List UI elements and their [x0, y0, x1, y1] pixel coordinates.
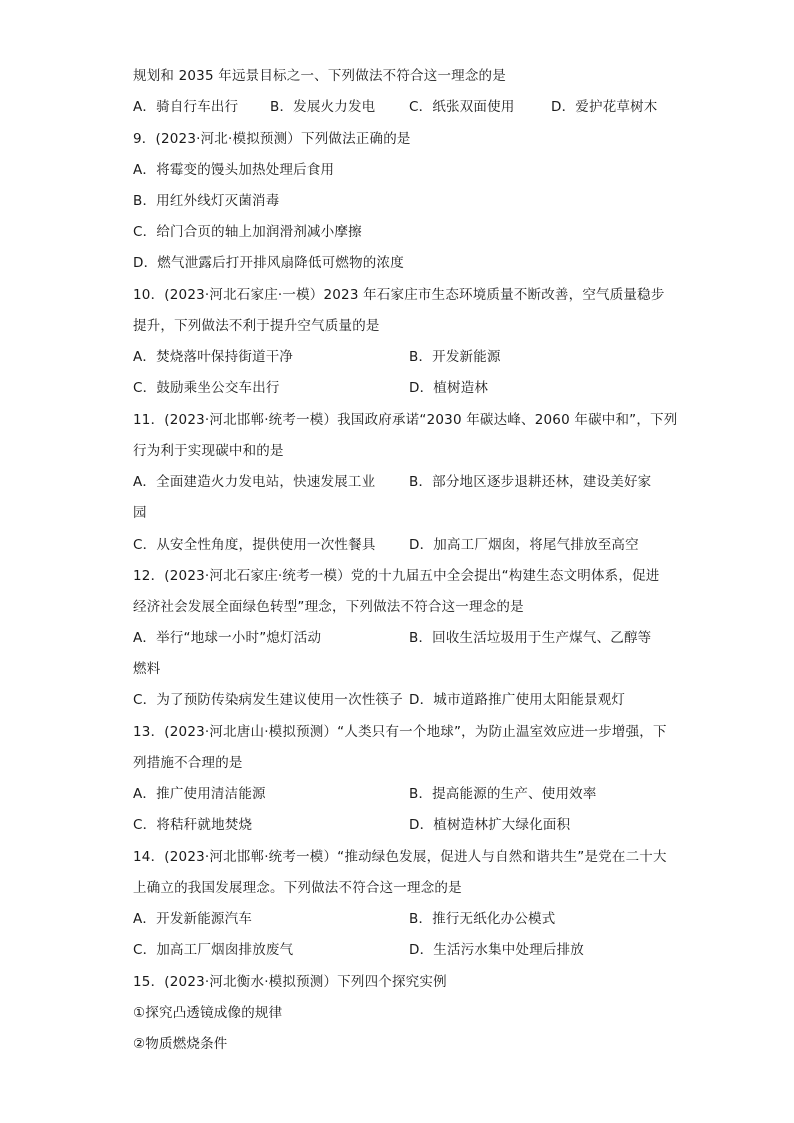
q15-item-2: ②物质燃烧条件 [133, 1036, 228, 1052]
q8-option-b: B．发展火力发电 [270, 99, 376, 115]
q8-option-c: C．纸张双面使用 [409, 99, 515, 115]
q9-stem: 9．(2023·河北·模拟预测）下列做法正确的是 [133, 131, 411, 147]
q13-option-d: D．植树造林扩大绿化面积 [409, 817, 571, 833]
q13-stem-line-2: 列措施不合理的是 [133, 755, 243, 771]
q12-option-b-wrap: 燃料 [133, 661, 161, 677]
q8-option-d: D．爱护花草树木 [551, 99, 658, 115]
q10-option-c: C．鼓励乘坐公交车出行 [133, 380, 280, 396]
q9-option-b: B．用红外线灯灭菌消毒 [133, 193, 280, 209]
q9-option-c: C．给门合页的轴上加润滑剂减小摩擦 [133, 224, 362, 240]
q12-option-d: D．城市道路推广使用太阳能景观灯 [409, 692, 626, 708]
q12-option-b: B．回收生活垃圾用于生产煤气、乙醇等 [409, 630, 652, 646]
q15-item-1: ①探究凸透镜成像的规律 [133, 1005, 283, 1021]
q12-stem-line-1: 12．(2023·河北石家庄·统考一模）党的十九届五中全会提出“构建生态文明体系，促进 [133, 568, 660, 584]
q11-option-d: D．加高工厂烟囱，将尾气排放至高空 [409, 537, 639, 553]
q8-stem-tail: 规划和 2035 年远景目标之一、下列做法不符合这一理念的是 [133, 68, 506, 84]
q14-stem-line-1: 14．(2023·河北邯郸·统考一模）“推动绿色发展，促进人与自然和谐共生”是党在二十大 [133, 849, 667, 865]
q8-option-a: A．骑自行车出行 [133, 99, 239, 115]
q12-stem-line-2: 经济社会发展全面绿色转型”理念，下列做法不符合这一理念的是 [133, 599, 524, 615]
q12-option-a: A．举行“地球一小时”熄灯活动 [133, 630, 322, 646]
q10-option-b: B．开发新能源 [409, 349, 501, 365]
q9-option-a: A．将霉变的馒头加热处理后食用 [133, 162, 335, 178]
q11-option-b: B．部分地区逐步退耕还林，建设美好家 [409, 474, 652, 490]
q14-stem-line-2: 上确立的我国发展理念。下列做法不符合这一理念的是 [133, 880, 462, 896]
q14-option-a: A．开发新能源汽车 [133, 911, 253, 927]
q11-option-b-wrap: 园 [133, 505, 147, 521]
q13-option-c: C．将秸秆就地焚烧 [133, 817, 253, 833]
q14-option-c: C．加高工厂烟囱排放废气 [133, 942, 294, 958]
q10-stem-line-1: 10．(2023·河北石家庄·一模）2023 年石家庄市生态环境质量不断改善，空气质量稳步 [133, 287, 665, 303]
q13-option-b: B．提高能源的生产、使用效率 [409, 786, 597, 802]
q15-stem: 15．(2023·河北衡水·模拟预测）下列四个探究实例 [133, 974, 447, 990]
q14-option-d: D．生活污水集中处理后排放 [409, 942, 584, 958]
q13-option-a: A．推广使用清洁能源 [133, 786, 266, 802]
q9-option-d: D．燃气泄露后打开排风扇降低可燃物的浓度 [133, 255, 404, 271]
q14-option-b: B．推行无纸化办公模式 [409, 911, 556, 927]
q11-stem-line-1: 11．(2023·河北邯郸·统考一模）我国政府承诺“2030 年碳达峰、2060 年碳中和”，下列 [133, 412, 678, 428]
q13-stem-line-1: 13．(2023·河北唐山·模拟预测）“人类只有一个地球”，为防止温室效应进一步增强，下 [133, 724, 667, 740]
q10-option-d: D．植树造林 [409, 380, 489, 396]
q11-option-a: A．全面建造火力发电站，快速发展工业 [133, 474, 376, 490]
q11-option-c: C．从安全性角度，提供使用一次性餐具 [133, 537, 376, 553]
q10-stem-line-2: 提升，下列做法不利于提升空气质量的是 [133, 318, 380, 334]
q10-option-a: A．焚烧落叶保持街道干净 [133, 349, 294, 365]
q12-option-c: C．为了预防传染病发生建议使用一次性筷子 [133, 692, 403, 708]
q11-stem-line-2: 行为利于实现碳中和的是 [133, 443, 284, 459]
